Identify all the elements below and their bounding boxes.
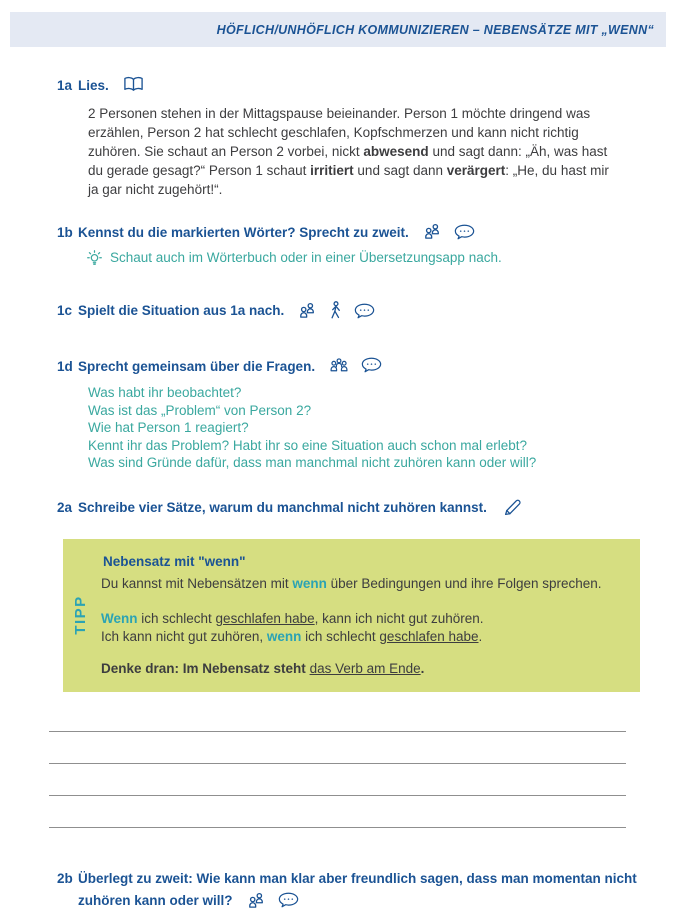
group-icon [329,358,349,373]
speech-bubble-icon [454,224,475,240]
writing-line [49,732,626,764]
writing-area [49,700,626,828]
speech-bubble-icon [278,892,299,908]
tip-example-1: Wenn ich schlecht geschlafen habe, kann ich nicht gut zuhören. [101,610,484,626]
task-title: Kennst du die markierten Wörter? Sprecht zu zweit. [78,225,409,240]
pencil-icon [503,498,522,517]
task-1d [0,358,675,472]
reading-text: 2 Personen stehen in der Mittagspause beieinander. Person 1 möchte dringend was erzählen, Person 2 hat schlecht geschlafen, Kopfschmerzen und kann nicht richtig zuhören. Sie schaut an Person 2 vorbei, nickt abwesend und sagt dann: „Äh, was hast du gerade gesagt?“ Person 1 schaut irritiert und sagt dann verärgert: „He, du hast mir ja gar nicht zugehört!“. [88,106,609,197]
question-item: Kennt ihr das Problem? Habt ihr so eine Situation auch schon mal erlebt? [88,437,528,453]
question-item: Wie hat Person 1 reagiert? [88,420,249,436]
task-title: Lies. [78,78,109,93]
task-1b [0,224,675,266]
speech-bubble-icon [354,303,375,319]
pair-icon [247,892,266,909]
page-title: HÖFLICH/UNHÖFLICH KOMMUNIZIEREN – NEBENSÄTZE MIT „WENN“ [216,22,654,37]
task-number: 2a [57,499,73,515]
tip-label: TIPP [72,595,89,636]
task-title: Spielt die Situation aus 1a nach. [78,303,285,318]
task-number: 2b [57,870,73,886]
tip-example-2: Ich kann nicht gut zuhören, wenn ich schlecht geschlafen habe. [101,628,483,644]
speech-bubble-icon [361,357,382,373]
task-1c [0,302,675,320]
task-number: 1d [57,359,73,374]
task-number: 1c [57,303,73,318]
book-icon [123,76,144,92]
question-list [88,384,675,472]
writing-line [49,764,626,796]
worksheet-page [0,12,675,912]
task-1a [0,77,675,199]
tip-box [63,539,640,692]
task-number: 1a [57,78,73,93]
task-title: Sprecht gemeinsam über die Fragen. [78,359,316,374]
hint-text: Schaut auch im Wörterbuch oder in einer Übersetzungsapp nach. [110,250,502,265]
lightbulb-icon [86,249,103,266]
question-item: Was habt ihr beobachtet? [88,385,242,400]
task-number: 1b [57,225,73,240]
question-item: Was ist das „Problem“ von Person 2? [88,402,312,418]
task-2b [0,870,675,910]
writing-line [49,700,626,732]
task-title: Schreibe vier Sätze, warum du manchmal nicht zuhören kannst. [78,499,487,515]
tip-rule: Denke dran: Im Nebensatz steht das Verb am Ende. [101,660,425,676]
header-band [10,12,666,47]
task-title-line2: zuhören kann oder will? [78,892,233,908]
task-2a [0,499,675,517]
tip-heading: Nebensatz mit "wenn" [103,553,246,569]
task-title-line1: Überlegt zu zweit: Wie kann man klar aber freundlich sagen, dass man momentan nicht [78,870,637,886]
tip-line: Du kannst mit Nebensätzen mit wenn über Bedingungen und ihre Folgen sprechen. [101,575,602,591]
writing-line [49,796,626,828]
pair-icon [423,223,442,240]
actor-icon [329,301,342,320]
question-item: Was sind Gründe dafür, dass man manchmal nicht zuhören kann oder will? [88,455,537,471]
pair-icon [298,302,317,319]
